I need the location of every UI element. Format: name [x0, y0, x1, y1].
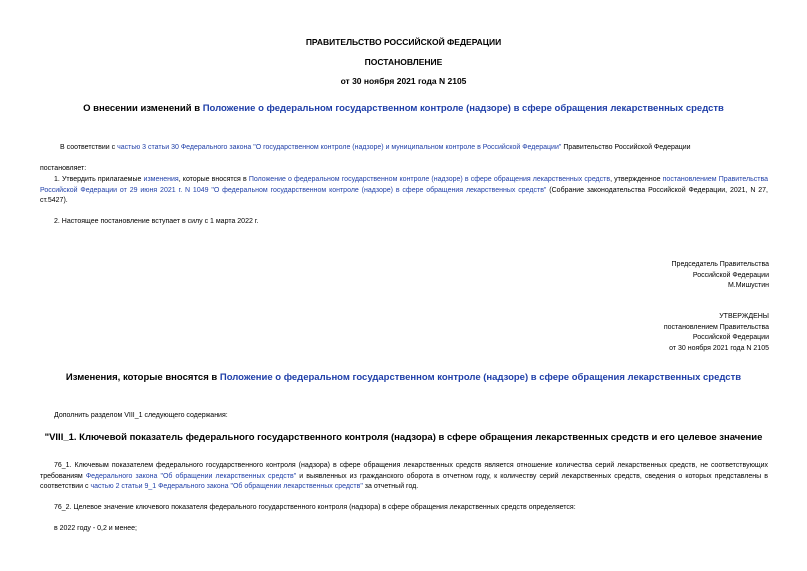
- item-1-paragraph: [40, 175, 768, 207]
- approval-line-2: постановлением Правительства: [663, 323, 769, 331]
- section-heading: "VIII_1. Ключевой показатель федерального государственного контроля (надзора) в сфере обращения лекарственных средств и его целевое значение: [44, 432, 763, 443]
- item-1-text-b: , которые вносятся в: [178, 176, 249, 183]
- approval-date: от 30 ноября 2021 года N 2105: [669, 344, 769, 352]
- signature-block: [540, 260, 769, 292]
- item-1-changes-link[interactable]: изменения: [143, 176, 179, 183]
- document-date-number: от 30 ноября 2021 года N 2105: [340, 76, 467, 86]
- p76-1-text-c: за отчетный год.: [362, 483, 419, 490]
- title-regulation-link[interactable]: Положение о федеральном государственном контроле (надзоре) в сфере обращения лекарственных средств: [202, 103, 724, 114]
- item-1-text-a: 1. Утвердить прилагаемые: [54, 176, 144, 183]
- government-name: ПРАВИТЕЛЬСТВО РОССИЙСКОЙ ФЕДЕРАЦИИ: [305, 37, 502, 47]
- paragraph-2022: в 2022 году - 0,2 и менее;: [54, 525, 137, 532]
- approval-title: УТВЕРЖДЕНЫ: [719, 313, 769, 320]
- document-type: ПОСТАНОВЛЕНИЕ: [364, 57, 443, 67]
- p76-1-law-link[interactable]: Федерального закона "Об обращении лекарственных средств": [85, 472, 297, 480]
- item-1-text-c: , утвержденное: [610, 176, 663, 183]
- signature-name: М.Мишустин: [727, 282, 769, 289]
- signature-position: Председатель Правительства: [671, 261, 769, 268]
- decree-word: постановляет:: [40, 165, 87, 172]
- item-2-paragraph: 2. Настоящее постановление вступает в силу с 1 марта 2022 г.: [54, 218, 259, 225]
- approval-block: [540, 312, 769, 354]
- preamble-law-link[interactable]: частью 3 статьи 30 Федерального закона "О государственном контроле (надзоре) и муниципальном контроле в Российской Федерации": [117, 144, 562, 151]
- item-1-regulation-link[interactable]: Положение о федеральном государственном контроле (надзоре) в сфере обращения лекарственных средств: [248, 176, 611, 183]
- title-prefix: О внесении изменений в: [83, 103, 203, 114]
- p76-1-text-b: и выявленных из гражданского оборота в отчетном году, к количеству серий лекарственных средств, сведения о которых представлены в соответствии с: [40, 472, 768, 490]
- paragraph-76-1: [40, 461, 768, 493]
- preamble-text-b: Правительство Российской Федерации: [561, 144, 691, 151]
- p76-1-text-a: 76_1. Ключевым показателем федерального государственного контроля (надзора) в сфере обращения лекарственных средств является отношение количества серий лекарственных средств, не соответствующих требованиям: [40, 462, 768, 480]
- changes-title: [0, 372, 807, 383]
- approval-line-3: Российской Федерации: [692, 334, 769, 341]
- paragraph-76-2: 76_2. Целевое значение ключевого показателя федерального государственного контроля (надзора) в сфере обращения лекарственных средств определяется:: [54, 504, 576, 511]
- document-title: [0, 103, 807, 114]
- changes-title-prefix: Изменения, которые вносятся в: [65, 372, 220, 383]
- p76-1-article-link[interactable]: частью 2 статьи 9_1 Федерального закона "Об обращении лекарственных средств": [90, 483, 363, 490]
- supplement-paragraph: Дополнить разделом VIII_1 следующего содержания:: [54, 412, 228, 419]
- signature-country: Российской Федерации: [692, 271, 769, 279]
- preamble-paragraph: [60, 143, 691, 154]
- item-1-resolution-link[interactable]: постановлением Правительства Российской Федерации от 29 июня 2021 г. N 1049 "О федеральном государственном контроле (надзоре) в сфере обращения лекарственных средств": [40, 176, 768, 194]
- item-1-text-d: (Собрание законодательства Российской Федерации, 2021, N 27, ст.5427).: [40, 186, 768, 204]
- changes-title-regulation-link[interactable]: Положение о федеральном государственном контроле (надзоре) в сфере обращения лекарственных средств: [219, 372, 742, 383]
- preamble-text-a: В соответствии с: [60, 144, 118, 151]
